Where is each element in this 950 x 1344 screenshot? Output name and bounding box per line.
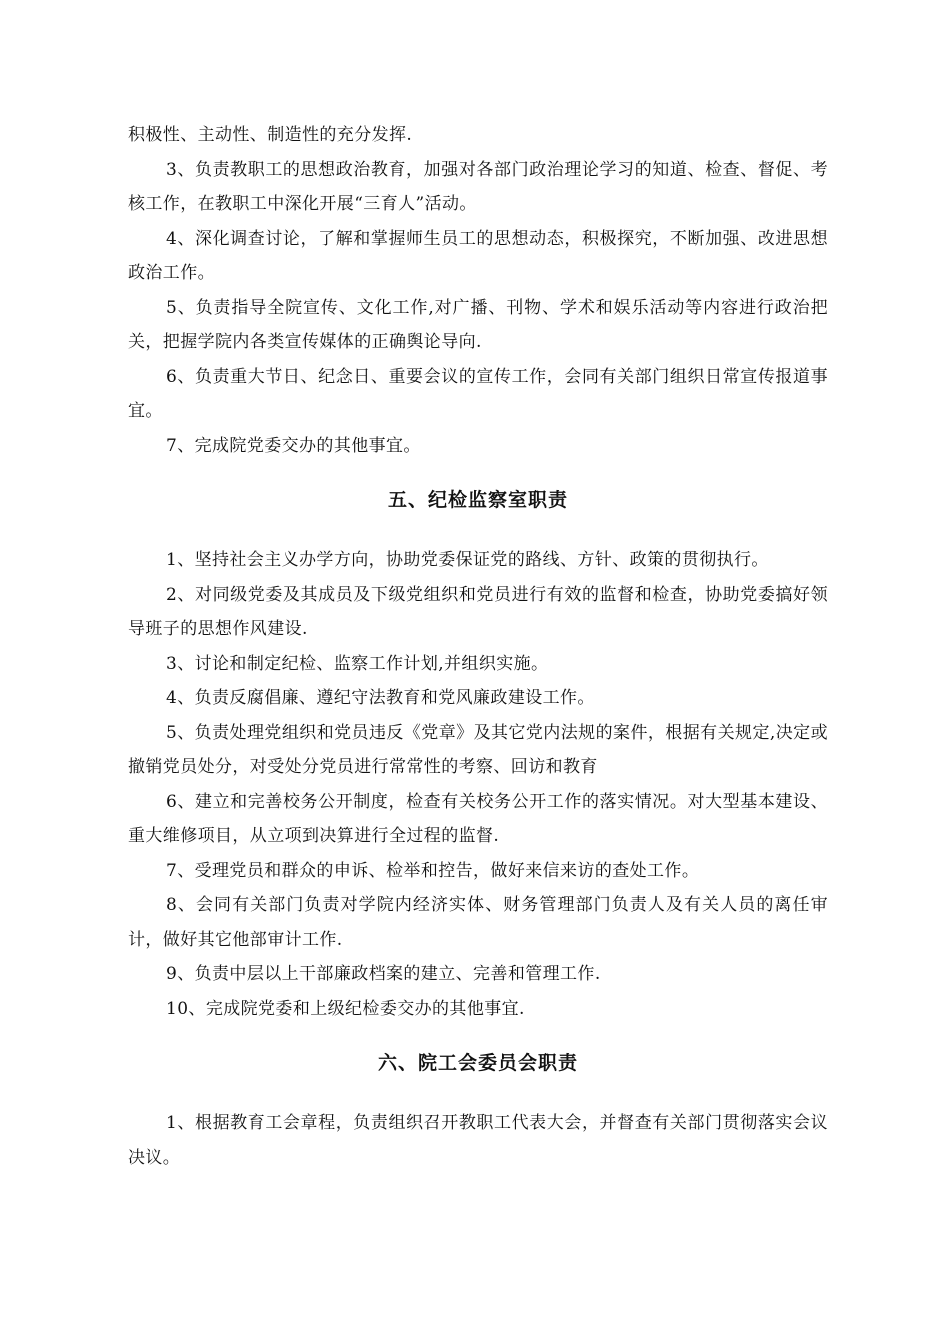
paragraph-item-6: 6、负责重大节日、纪念日、重要会议的宣传工作，会同有关部门组织日常宣传报道事宜。 bbox=[128, 366, 828, 421]
section5-item-3: 3、讨论和制定纪检、监察工作计划,并组织实施。 bbox=[166, 653, 549, 674]
section5-item-9: 9、负责中层以上干部廉政档案的建立、完善和管理工作. bbox=[166, 964, 601, 984]
section5-item-8: 8、会同有关部门负责对学院内经济实体、财务管理部门负责人及有关人员的离任审计，做好其它他部审计工作. bbox=[128, 895, 828, 950]
section-heading-trade-union: 六、院工会委员会职责 bbox=[377, 1052, 578, 1074]
section5-item-4: 4、负责反腐倡廉、遵纪守法教育和党风廉政建设工作。 bbox=[166, 688, 595, 708]
section6-item-1: 1、根据教育工会章程，负责组织召开教职工代表大会，并督查有关部门贯彻落实会议决议。 bbox=[128, 1113, 828, 1168]
section5-item-5: 5、负责处理党组织和党员违反《党章》及其它党内法规的案件，根据有关规定,决定或撤销党员处分，对受处分党员进行常常性的考察、回访和教育 bbox=[128, 722, 828, 777]
section5-item-7: 7、受理党员和群众的申诉、检举和控告，做好来信来访的查处工作。 bbox=[166, 860, 700, 881]
section-heading-discipline-inspection: 五、纪检监察室职责 bbox=[387, 489, 568, 511]
document-body bbox=[128, 118, 828, 1175]
section5-item-2: 2、对同级党委及其成员及下级党组织和党员进行有效的监督和检查，协助党委搞好领导班子的思想作风建设. bbox=[128, 584, 828, 639]
paragraph-item-4: 4、深化调查讨论，了解和掌握师生员工的思想动态，积极探究，不断加强、改进思想政治工作。 bbox=[128, 228, 828, 283]
paragraph-item-3: 3、负责教职工的思想政治教育，加强对各部门政治理论学习的知道、检查、督促、考核工作，在教职工中深化开展“三育人”活动。 bbox=[128, 159, 828, 214]
paragraph-continuation: 积极性、主动性、制造性的充分发挥. bbox=[128, 125, 413, 145]
paragraph-item-7: 7、完成院党委交办的其他事宜。 bbox=[166, 435, 421, 456]
section5-item-10: 10、完成院党委和上级纪检委交办的其他事宜. bbox=[166, 998, 525, 1019]
section5-item-6: 6、建立和完善校务公开制度，检查有关校务公开工作的落实情况。对大型基本建设、重大维修项目，从立项到决算进行全过程的监督. bbox=[128, 791, 828, 846]
section5-item-1: 1、坚持社会主义办学方向，协助党委保证党的路线、方针、政策的贯彻执行。 bbox=[166, 550, 769, 570]
paragraph-item-5: 5、负责指导全院宣传、文化工作,对广播、刊物、学术和娱乐活动等内容进行政治把关，把握学院内各类宣传媒体的正确舆论导向. bbox=[128, 297, 828, 352]
